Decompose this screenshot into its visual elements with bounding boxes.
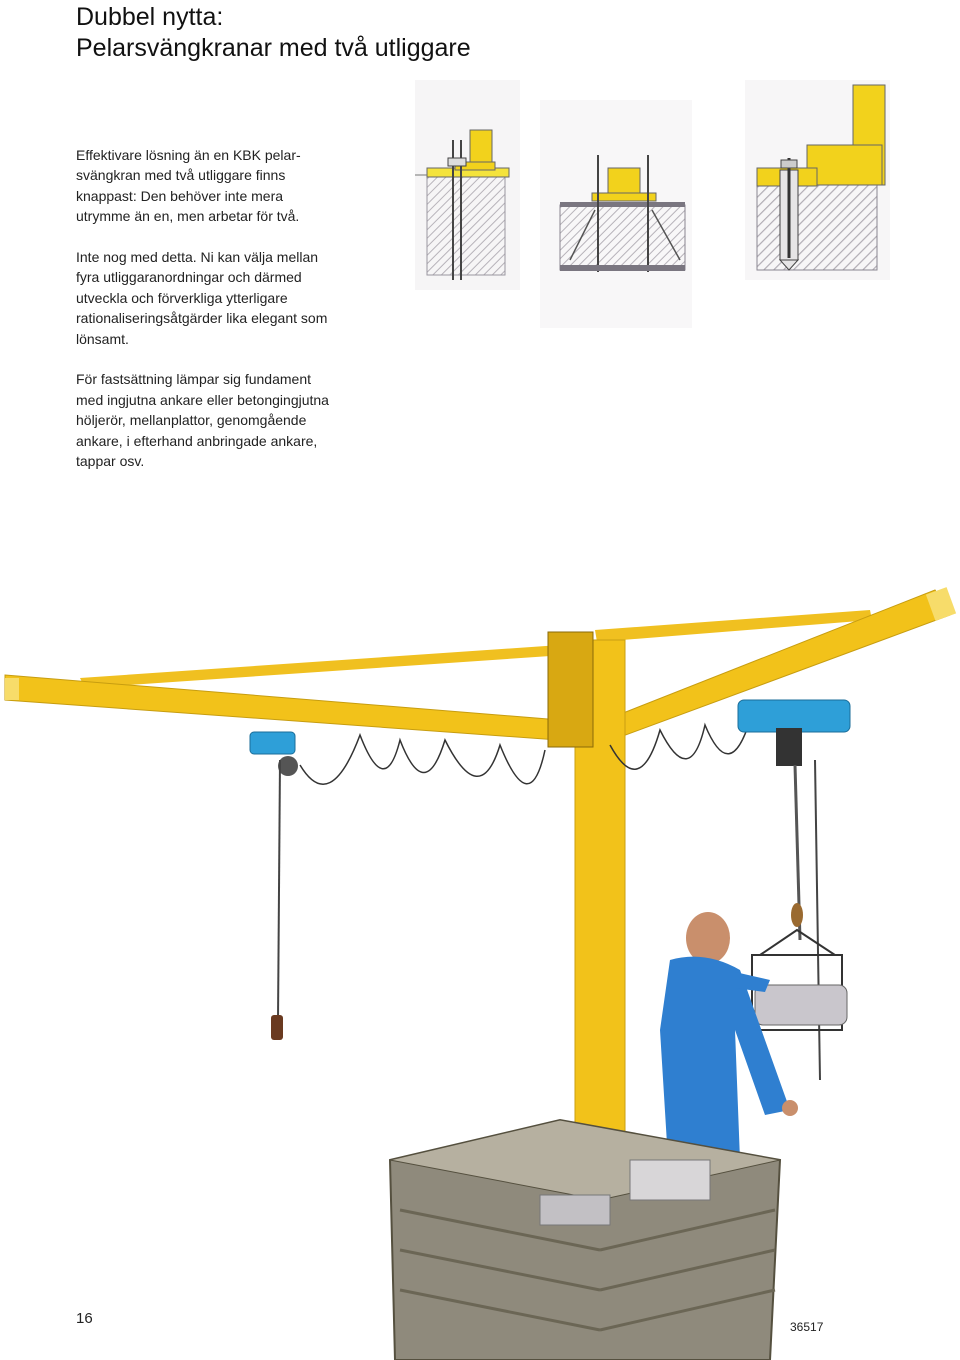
page-title-line-2: Pelarsvängkranar med två utliggare	[76, 34, 471, 62]
paragraph-2: Inte nog med detta. Ni kan välja mellan fyra utliggaranordningar och därmed utveckla och förverkliga ytterligare rationaliseringsåtgärder lika elegant som lönsamt.	[76, 249, 328, 347]
page-number: 16	[76, 1310, 93, 1327]
paragraph-3: För fastsättning lämpar sig fundament med ingjutna ankare eller betongingjutna höljerör, mellanplattor, genomgående ankare, i efterhand anbringade ankare, tappar osv.	[76, 371, 329, 470]
drilled-anchor-foundation-drawing	[745, 80, 890, 280]
double-jib-pillar-crane-photo	[0, 560, 960, 1360]
body-text	[76, 145, 366, 492]
cast-in-anchor-foundation-drawing	[415, 80, 520, 290]
image-code: 36517	[790, 1320, 824, 1334]
paragraph-1: Effektivare lösning än en KBK pelar- svängkran med två utliggare finns knappast: Den behöver inte mera utrymme än en, men arbetar för två.	[76, 147, 301, 225]
page-title	[76, 2, 471, 64]
intermediate-plate-foundation-drawing	[540, 100, 692, 328]
page-title-line-1: Dubbel nytta:	[76, 3, 224, 31]
